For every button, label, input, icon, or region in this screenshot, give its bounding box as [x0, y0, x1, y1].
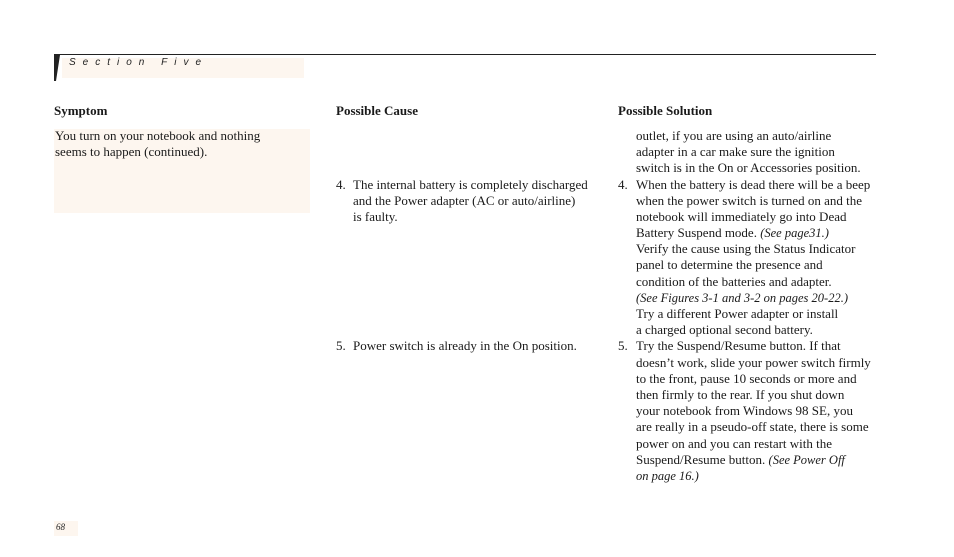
solution-line: outlet, if you are using an auto/airline	[636, 128, 832, 143]
symptom-line: seems to happen (continued).	[55, 144, 208, 159]
cause-line: is faulty.	[353, 209, 398, 224]
solution-line: your notebook from Windows 98 SE, you	[636, 403, 853, 418]
solution-line: to the front, pause 10 seconds or more and	[636, 371, 857, 386]
column-header-symptom: Symptom	[54, 103, 108, 118]
cause-line: Power switch is already in the On position.	[353, 338, 577, 353]
page-reference: (See page31.)	[760, 226, 829, 240]
solution-line: are really in a pseudo-off state, there is some	[636, 419, 869, 434]
page-number: 68	[56, 522, 65, 532]
solution-line: then firmly to the rear. If you shut down	[636, 387, 845, 402]
page-reference: on page 16.)	[636, 469, 699, 483]
solution-text: Battery Suspend mode.	[636, 225, 761, 240]
solution-line: when the power switch is turned on and the	[636, 193, 863, 208]
solution-number: 4.	[618, 177, 628, 192]
solution-line: switch is in the On or Accessories position.	[636, 160, 861, 175]
column-header-cause: Possible Cause	[336, 103, 418, 118]
solution-line: When the battery is dead there will be a beep	[636, 177, 871, 192]
solution-line: doesn’t work, slide your power switch firmly	[636, 355, 871, 370]
solution-line: condition of the batteries and adapter.	[636, 274, 832, 289]
header-rule	[54, 54, 876, 55]
figure-reference: (See Figures 3-1 and 3-2 on pages 20-22.)	[636, 291, 848, 305]
column-header-solution: Possible Solution	[618, 103, 713, 118]
solution-line: Try the Suspend/Resume button. If that	[636, 338, 841, 353]
section-marker-icon	[54, 55, 60, 81]
solution-line: adapter in a car make sure the ignition	[636, 144, 835, 159]
symptom-line: You turn on your notebook and nothing	[55, 128, 261, 143]
cause-number: 5.	[336, 338, 346, 353]
page-reference: (See Power Off	[768, 453, 845, 467]
solution-line	[636, 225, 829, 241]
solution-line: a charged optional second battery.	[636, 322, 813, 337]
solution-line: panel to determine the presence and	[636, 257, 823, 272]
cause-number: 4.	[336, 177, 346, 192]
solution-line: Verify the cause using the Status Indicator	[636, 241, 856, 256]
solution-line: power on and you can restart with the	[636, 436, 833, 451]
solution-number: 5.	[618, 338, 628, 353]
solution-line	[636, 452, 845, 468]
cause-line: and the Power adapter (AC or auto/airline)	[353, 193, 576, 208]
section-label: Section Five	[69, 57, 209, 68]
cause-line: The internal battery is completely discharged	[353, 177, 588, 192]
solution-line: Try a different Power adapter or install	[636, 306, 839, 321]
solution-text: Suspend/Resume button.	[636, 452, 769, 467]
solution-line: notebook will immediately go into Dead	[636, 209, 847, 224]
